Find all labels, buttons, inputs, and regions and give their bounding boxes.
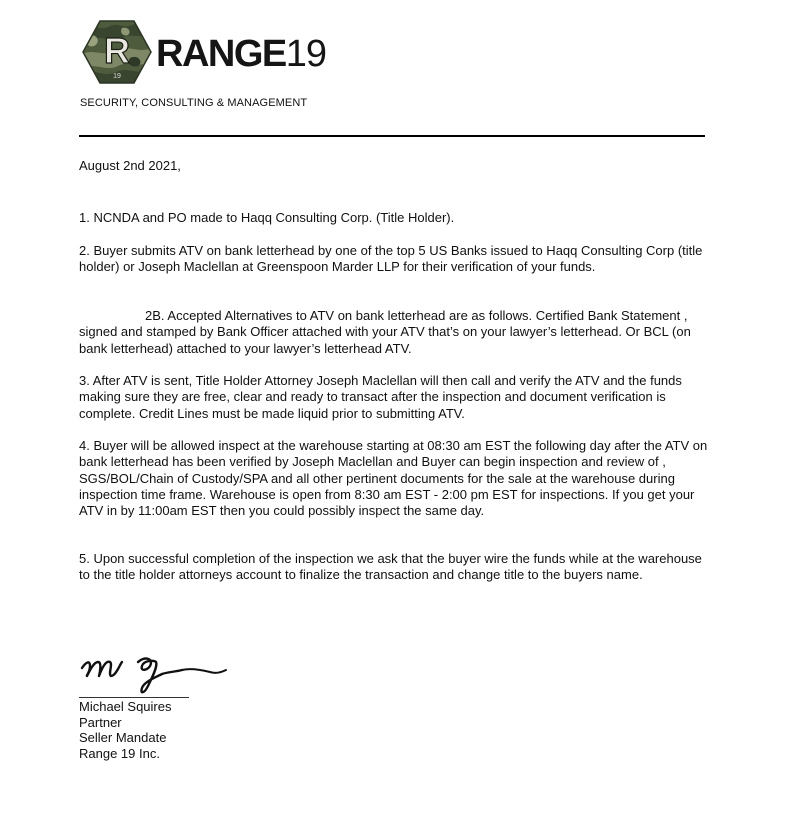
company-tagline: SECURITY, CONSULTING & MANAGEMENT	[80, 97, 308, 109]
signature-block	[79, 699, 172, 761]
paragraph-3-text: 3. After ATV is sent, Title Holder Attorney Joseph Maclellan will then call and verify the ATV and the funds making sure they are free, clear and ready to transact after the inspection and document verification is complete. Credit Lines must be made liquid prior to submitting ATV.	[79, 373, 682, 421]
paragraph-3	[79, 373, 711, 422]
paragraph-2b-text: 2B. Accepted Alternatives to ATV on bank letterhead are as follows. Certified Bank Statement , signed and stamped by Bank Officer attached with your ATV that’s on your lawyer’s letterhead. Or BCL (on bank letterhead) attached to your lawyer’s letterhead ATV.	[79, 308, 691, 356]
paragraph-2-text: 2. Buyer submits ATV on bank letterhead by one of the top 5 US Banks issued to Haqq Consulting Corp (title holder) or Joseph Maclellan at Greenspoon Marder LLP for their verification of your funds.	[79, 243, 703, 275]
handwritten-signature	[78, 648, 228, 700]
signer-title: Partner	[79, 714, 122, 730]
header-divider	[79, 135, 705, 137]
signature-line	[79, 697, 189, 698]
paragraph-2b	[79, 308, 711, 357]
paragraph-5-text: 5. Upon successful completion of the inspection we ask that the buyer wire the funds while at the warehouse to the title holder attorneys account to finalize the transaction and change title to the buyers name.	[79, 551, 702, 583]
paragraph-2	[79, 243, 711, 276]
signer-name: Michael Squires	[79, 699, 172, 714]
paragraph-4	[79, 438, 711, 519]
paragraph-1	[79, 210, 711, 226]
brand-number: 19	[285, 33, 327, 75]
paragraph-4-text: 4. Buyer will be allowed inspect at the warehouse starting at 08:30 am EST the following day after the ATV on bank letterhead has been verified by Joseph Maclellan and Buyer can begin inspection and review of , SGS/BOL/Chain of Custody/SPA and all other pertinent documents for the sale at the warehouse during inspection time frame. Warehouse is open from 8:30 am EST - 2:00 pm EST for inspections. If you get your ATV in by 11:00am EST then you could possibly inspect the same day.	[79, 438, 708, 519]
range19-logo	[82, 20, 327, 84]
letter-date: August 2nd 2021,	[79, 158, 181, 173]
logo-small-number: 19	[113, 73, 121, 80]
brand-word: RANGE	[156, 33, 286, 75]
signer-company: Range 19 Inc.	[79, 745, 160, 761]
logo-letter: R	[104, 30, 130, 71]
paragraph-5	[79, 551, 711, 584]
signer-role: Seller Mandate	[79, 730, 167, 745]
paragraph-1-text: 1. NCNDA and PO made to Haqq Consulting Corp. (Title Holder).	[79, 210, 455, 225]
logo-wordmark	[156, 34, 326, 74]
hexagon-r-emblem-icon	[82, 20, 152, 84]
